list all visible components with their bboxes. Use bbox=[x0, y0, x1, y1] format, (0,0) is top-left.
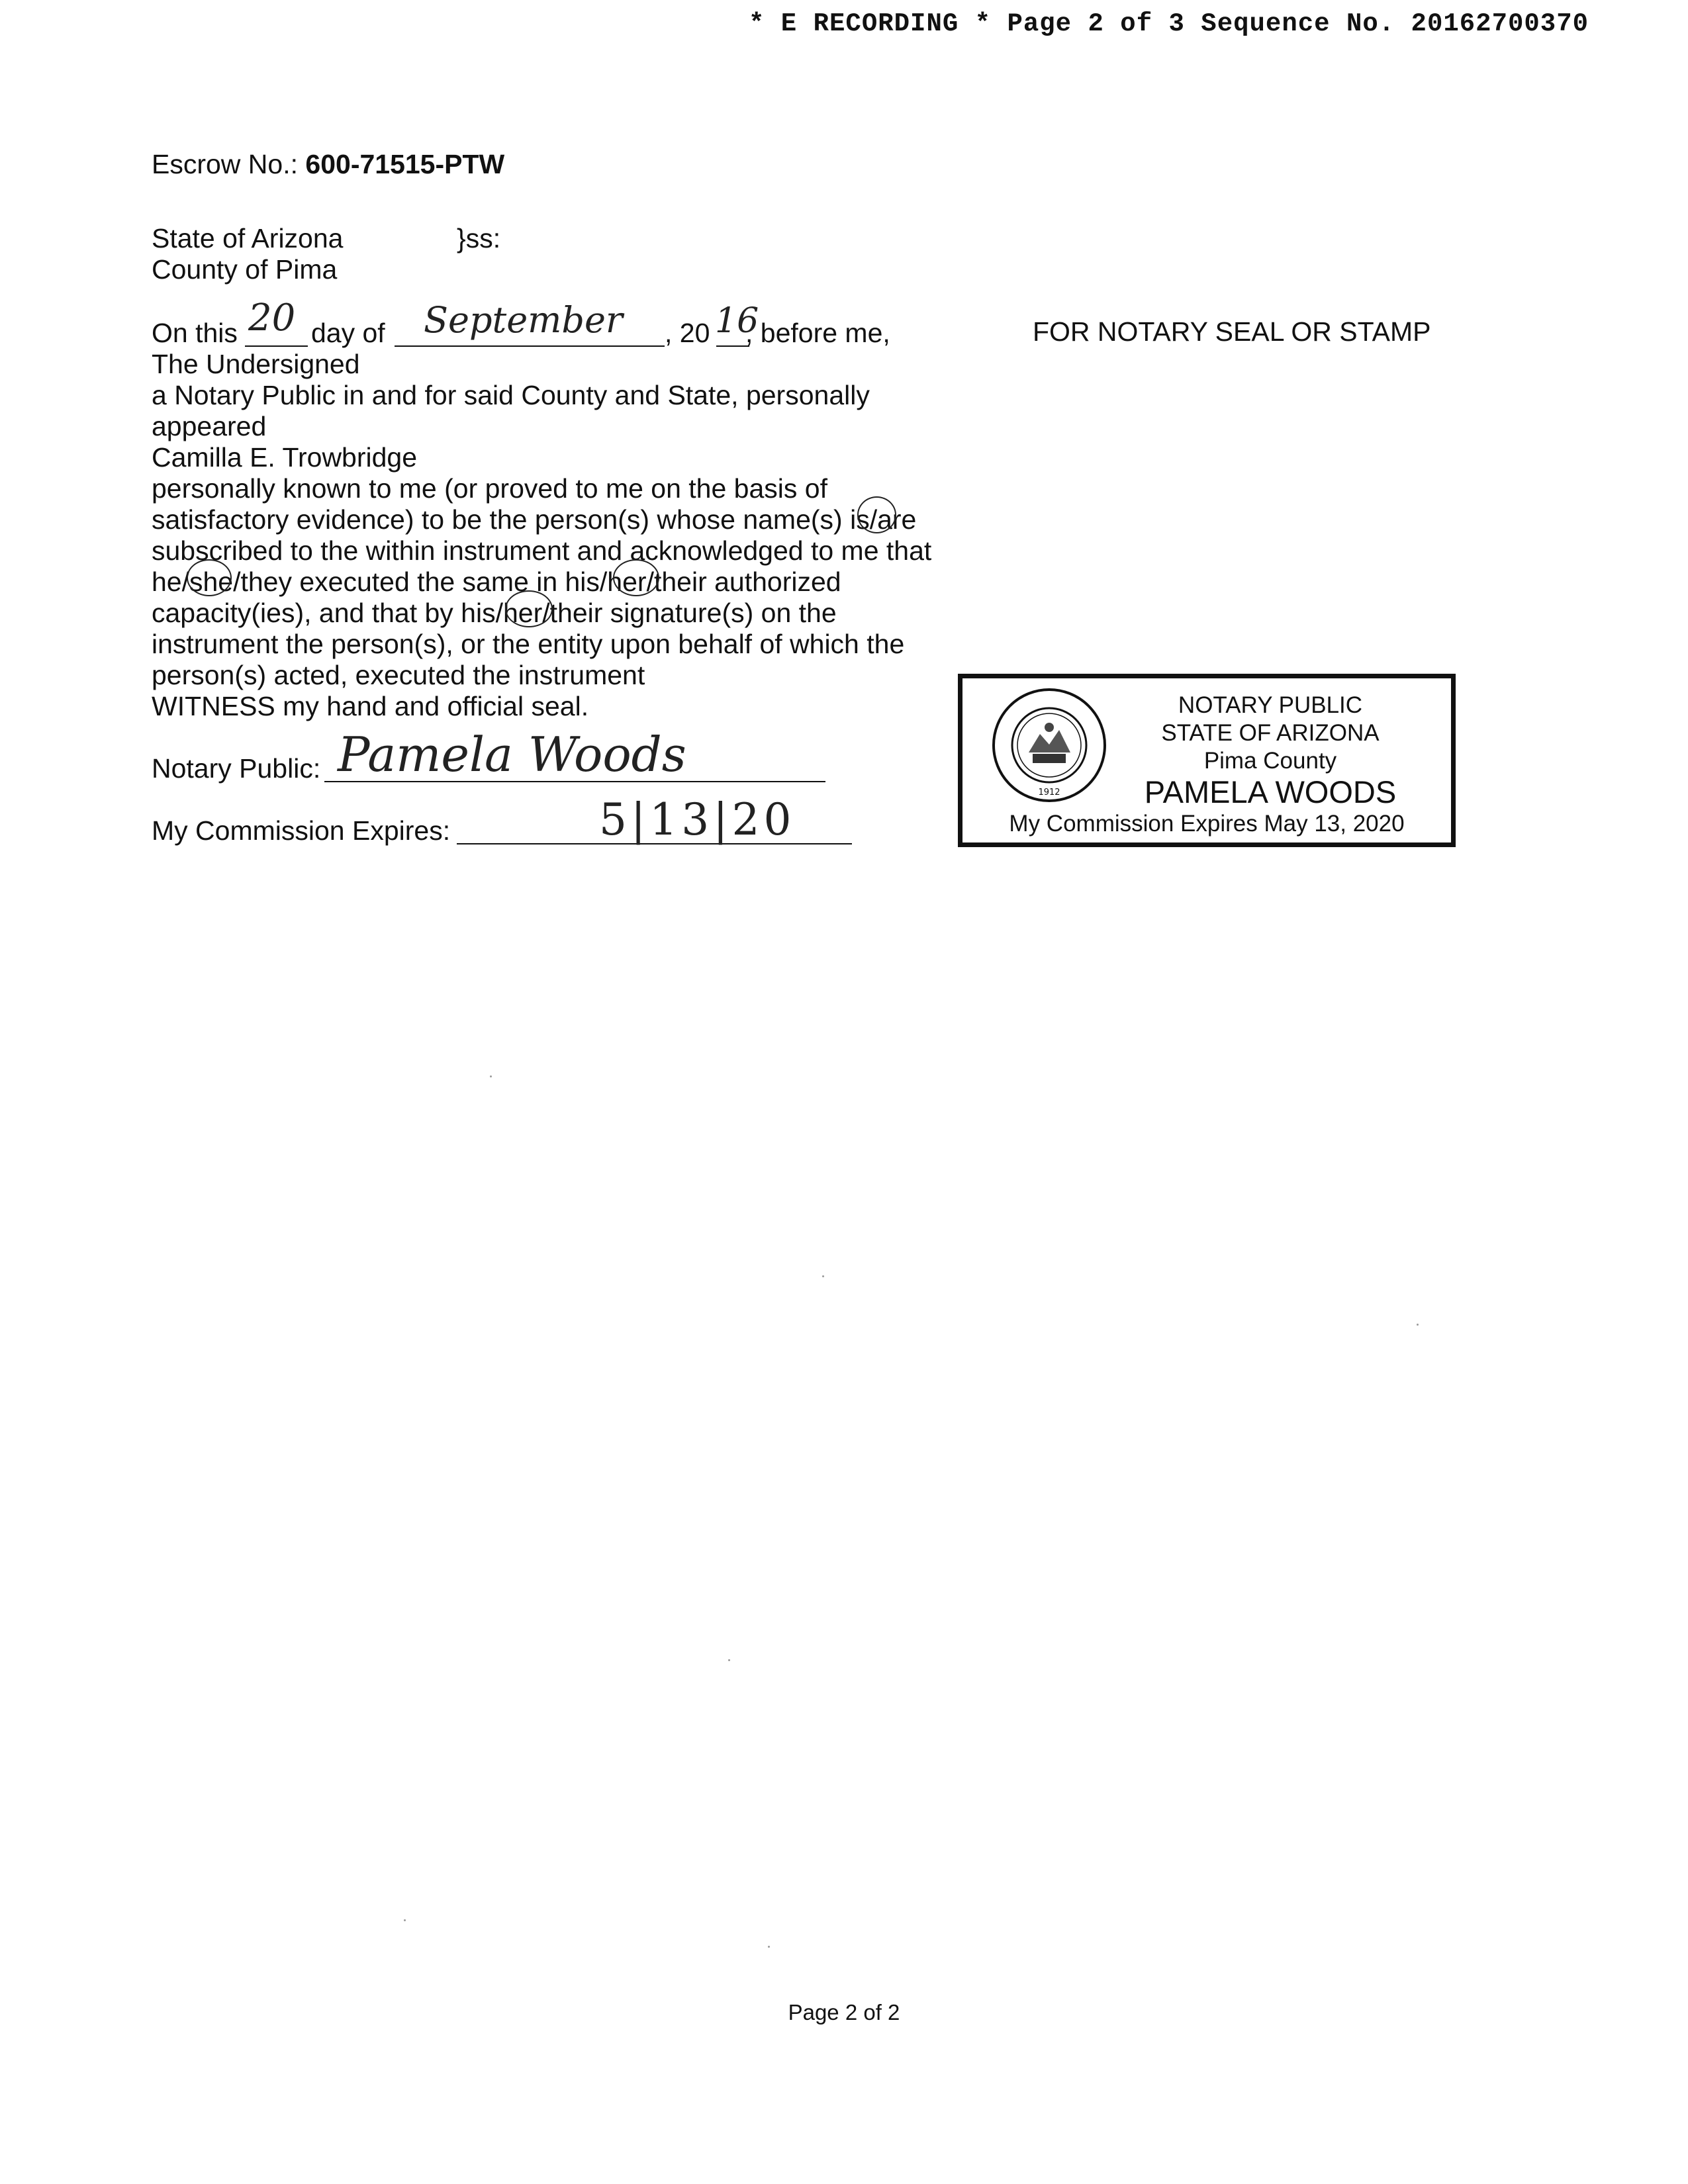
scan-speck bbox=[1417, 1324, 1419, 1326]
ss-mark: }ss: bbox=[457, 223, 501, 253]
year-prefix: , 20 bbox=[665, 318, 710, 348]
escrow-number: 600-71515-PTW bbox=[305, 149, 505, 179]
scan-speck bbox=[728, 1659, 730, 1661]
scan-speck bbox=[768, 1946, 770, 1948]
on-this-label: On this bbox=[152, 318, 238, 348]
state-line: State of Arizona bbox=[152, 223, 344, 253]
before-me-label: , before me, bbox=[745, 318, 890, 348]
body-line: personally known to me (or proved to me on the basis of bbox=[152, 473, 827, 504]
commission-handwritten: 5|13|20 bbox=[599, 794, 796, 845]
arizona-seal-icon bbox=[990, 686, 1108, 804]
scan-speck bbox=[822, 1275, 824, 1277]
stamp-line-1: NOTARY PUBLIC bbox=[1178, 692, 1363, 718]
notary-stamp bbox=[958, 674, 1456, 847]
day-blank bbox=[245, 345, 308, 347]
circle-mark bbox=[505, 590, 553, 627]
body-line: subscribed to the within instrument and acknowledged to me that bbox=[152, 535, 932, 566]
body-line: instrument the person(s), or the entity upon behalf of which the bbox=[152, 629, 905, 659]
year-blank bbox=[716, 345, 749, 347]
body-line: he/she/they executed the same in his/her/their authorized bbox=[152, 567, 841, 597]
year-handwritten: 16 bbox=[715, 301, 759, 341]
day-of-label: day of bbox=[311, 318, 385, 348]
witness-line: WITNESS my hand and official seal. bbox=[152, 691, 589, 721]
circle-mark bbox=[857, 496, 896, 533]
seal-area-label: FOR NOTARY SEAL OR STAMP bbox=[1033, 316, 1431, 347]
stamp-expiration: My Commission Expires May 13, 2020 bbox=[1009, 811, 1405, 837]
stamp-notary-name: PAMELA WOODS bbox=[1144, 774, 1397, 809]
notary-signature: Pamela Woods bbox=[338, 727, 686, 782]
month-blank bbox=[395, 345, 665, 347]
seal-year: 1912 bbox=[1038, 788, 1060, 797]
scan-speck bbox=[490, 1075, 492, 1077]
body-line: person(s) acted, executed the instrument bbox=[152, 660, 645, 690]
month-handwritten: September bbox=[424, 299, 623, 341]
escrow-line bbox=[152, 149, 504, 180]
scan-speck bbox=[404, 1919, 406, 1921]
notary-public-label: Notary Public: bbox=[152, 753, 321, 784]
stamp-line-3: Pima County bbox=[1203, 748, 1337, 774]
body-line: appeared bbox=[152, 411, 267, 441]
circle-mark bbox=[187, 559, 232, 596]
county-line: County of Pima bbox=[152, 254, 338, 285]
stamp-text-block bbox=[1105, 692, 1436, 809]
body-line: capacity(ies), and that by his/her/their signature(s) on the bbox=[152, 598, 837, 628]
body-line: satisfactory evidence) to be the person(s) whose name(s) is/are bbox=[152, 504, 917, 535]
stamp-line-2: STATE OF ARIZONA bbox=[1161, 720, 1380, 746]
body-line: The Undersigned bbox=[152, 349, 360, 379]
commission-label: My Commission Expires: bbox=[152, 815, 451, 846]
recording-header: * E RECORDING * Page 2 of 3 Sequence No. 20162700370 bbox=[749, 9, 1589, 38]
body-line: a Notary Public in and for said County and State, personally bbox=[152, 380, 870, 410]
circle-mark bbox=[613, 559, 659, 596]
signer-name: Camilla E. Trowbridge bbox=[152, 442, 418, 473]
page-footer: Page 2 of 2 bbox=[788, 2000, 900, 2025]
escrow-label: Escrow No.: bbox=[152, 149, 298, 179]
day-handwritten: 20 bbox=[248, 296, 296, 340]
